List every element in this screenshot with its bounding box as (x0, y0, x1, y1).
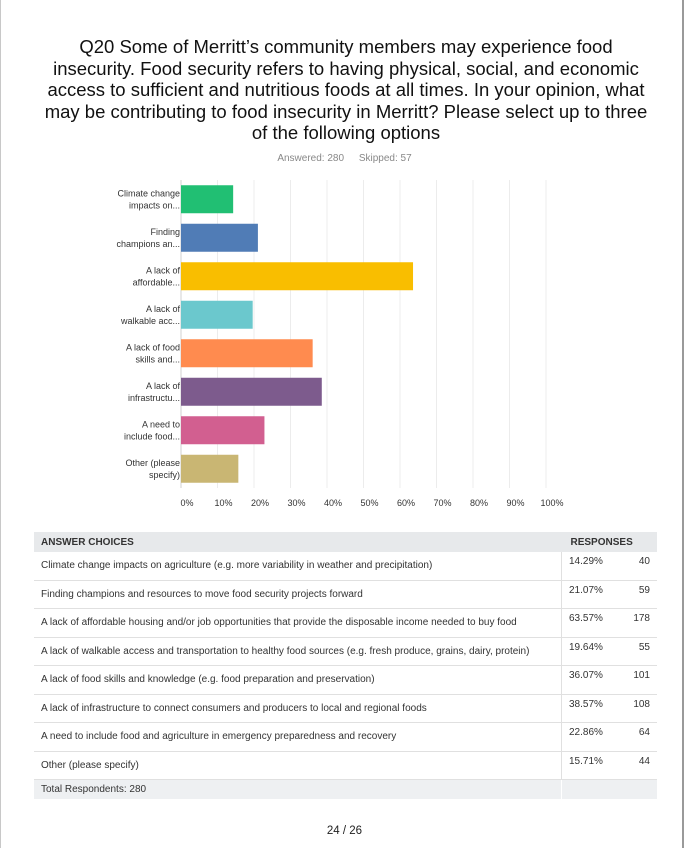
answer-choice-cell: Finding champions and resources to move food security projects forward (34, 580, 562, 609)
response-count-cell: 101 (621, 666, 657, 695)
category-label: A lack of food (125, 342, 180, 353)
response-count-cell: 64 (621, 723, 657, 752)
response-stats (0, 153, 689, 164)
x-tick-label: 50% (360, 498, 379, 508)
page-number: 24 / 26 (326, 825, 363, 837)
responses-table (34, 532, 657, 799)
bar (181, 262, 413, 290)
bar (181, 455, 238, 483)
response-percent-cell: 38.57% (562, 694, 622, 723)
bar (181, 224, 258, 252)
category-label: skills and... (135, 354, 180, 365)
bar (181, 301, 253, 329)
category-label: Finding (150, 226, 180, 237)
category-label: Climate change (117, 188, 180, 199)
x-tick-label: 100% (540, 498, 564, 508)
skipped-count: Skipped: 57 (358, 153, 412, 164)
response-count-cell: 59 (621, 580, 657, 609)
category-label: A lack of (145, 380, 180, 391)
total-responses-cell (562, 780, 658, 800)
table-row (34, 609, 657, 638)
category-label: champions an... (116, 238, 180, 249)
answer-choice-cell: Other (please specify) (34, 751, 562, 780)
x-tick-label: 80% (469, 498, 489, 508)
response-percent-cell: 14.29% (562, 552, 622, 580)
x-tick-label: 0% (180, 498, 194, 508)
response-count-cell: 44 (621, 751, 657, 780)
table-row (34, 580, 657, 609)
answer-choice-cell: A lack of affordable housing and/or job opportunities that provide the disposable income needed to buy food (34, 609, 562, 638)
answer-choice-cell: A lack of food skills and knowledge (e.g. food preparation and preservation) (34, 666, 562, 695)
table-row (34, 723, 657, 752)
answer-choice-cell: A lack of infrastructure to connect consumers and producers to local and regional foods (34, 694, 562, 723)
response-percent-cell: 15.71% (562, 751, 622, 780)
response-percent-cell: 21.07% (562, 580, 622, 609)
category-label: specify) (148, 469, 180, 480)
category-label: A lack of (145, 265, 180, 276)
category-label: A lack of (145, 303, 180, 314)
table-row (34, 637, 657, 666)
response-count-cell: 40 (621, 552, 657, 580)
answer-choice-cell: Climate change impacts on agriculture (e.g. more variability in weather and precipitation) (34, 552, 562, 580)
x-tick-label: 60% (396, 498, 416, 508)
bar (181, 416, 264, 444)
category-label: affordable... (132, 277, 180, 288)
answer-choice-cell: A need to include food and agriculture in emergency preparedness and recovery (34, 723, 562, 752)
response-count-cell: 108 (621, 694, 657, 723)
category-label: infrastructu... (127, 392, 180, 403)
category-label: impacts on... (128, 200, 180, 211)
table-row (34, 751, 657, 780)
question-title: Q20 Some of Merritt’s community members may experience food insecurity. Food security refers to having physical, social, and economic access to sufficient and nutritious foods at all times. In your opinion, what may be contributing to food insecurity in Merritt? Please select up to three of the following options (44, 36, 648, 143)
category-label: walkable acc... (120, 315, 180, 326)
x-tick-label: 30% (287, 498, 306, 508)
bar (181, 185, 233, 213)
response-count-cell: 55 (621, 637, 657, 666)
header-responses: RESPONSES (562, 532, 658, 552)
category-label: include food... (123, 431, 180, 442)
response-percent-cell: 63.57% (562, 609, 622, 638)
table-header-row (34, 532, 657, 552)
x-tick-label: 10% (214, 498, 233, 508)
header-answer-choices: ANSWER CHOICES (34, 532, 562, 552)
answered-count: Answered: 280 (277, 153, 345, 164)
response-count-cell: 178 (621, 609, 657, 638)
table-row (34, 552, 657, 580)
answer-choice-cell: A lack of walkable access and transportation to healthy food sources (e.g. fresh produce, grains, dairy, protein) (34, 637, 562, 666)
x-tick-label: 40% (323, 498, 343, 508)
bar (181, 339, 313, 367)
response-percent-cell: 22.86% (562, 723, 622, 752)
table-body (34, 552, 657, 799)
category-label: Other (please (125, 457, 180, 468)
response-percent-cell: 36.07% (562, 666, 622, 695)
x-tick-label: 70% (433, 498, 452, 508)
x-tick-label: 20% (250, 498, 270, 508)
category-label: A need to (141, 419, 180, 430)
total-row (34, 780, 657, 800)
bar-chart (0, 175, 689, 515)
total-respondents: Total Respondents: 280 (34, 780, 562, 800)
bar (181, 378, 322, 406)
table-row (34, 694, 657, 723)
x-tick-label: 90% (506, 498, 525, 508)
response-percent-cell: 19.64% (562, 637, 622, 666)
table-row (34, 666, 657, 695)
